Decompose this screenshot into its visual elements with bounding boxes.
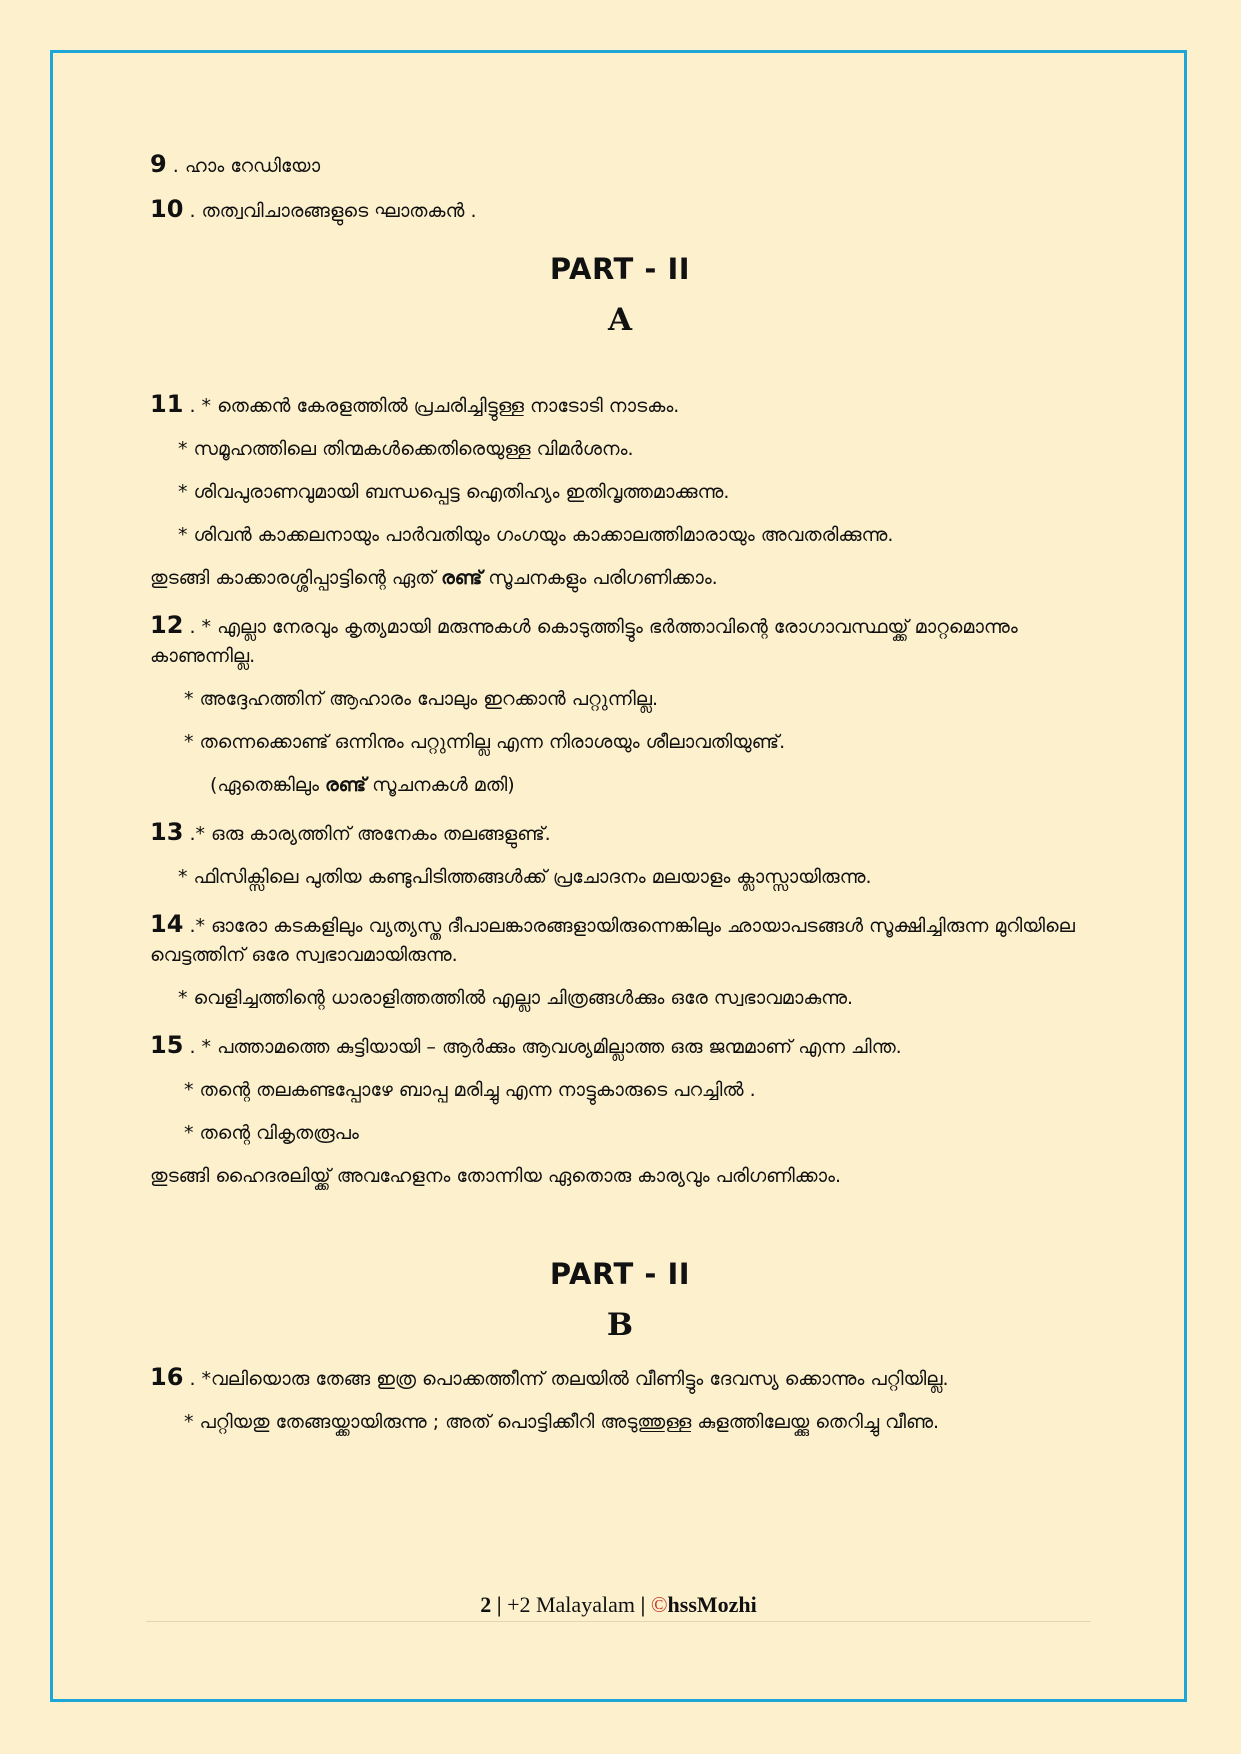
page-footer: [146, 1592, 1091, 1618]
question-number: 15: [150, 1031, 184, 1059]
answer-text: . തത്വവിചാരങ്ങളുടെ ഘാതകൻ .: [183, 200, 477, 222]
answer-point: * അദ്ദേഹത്തിന് ആഹാരം പോലും ഇറക്കാൻ പറ്റുന്നില്ല.: [184, 688, 659, 710]
question-10: [150, 195, 1090, 226]
footer-separator: |: [491, 1592, 508, 1617]
section-subheading-b: B: [606, 1307, 634, 1343]
answer-note: [150, 564, 1090, 593]
footer-brand: hssMozhi: [667, 1592, 757, 1617]
answer-text: . * എല്ലാ നേരവും കൃത്യമായി മരുന്നുകൾ കൊടുത്തിട്ടും ഭർത്താവിന്റെ രോഗാവസ്ഥയ്ക്ക് മാറ്റമൊന്നും കാണുന്നില്ല.: [150, 616, 1018, 667]
question-16: [150, 1363, 1090, 1394]
note-text: സൂചനകളും പരിഗണിക്കാം.: [482, 567, 718, 589]
answer-text: .* ഒരു കാര്യത്തിന് അനേകം തലങ്ങളുണ്ട്.: [183, 823, 551, 845]
note-text: (ഏതെങ്കിലും: [210, 774, 326, 796]
question-9: [150, 150, 1090, 181]
footer-divider: [146, 1621, 1091, 1622]
answer-point: * തന്റെ വികൃതരൂപം: [184, 1122, 359, 1144]
page-number: 2: [480, 1592, 492, 1617]
answer-note: തുടങ്ങി ഹൈദരലിയ്ക്ക് അവഹേളനം തോന്നിയ ഏതൊരു കാര്യവും പരിഗണിക്കാം.: [150, 1165, 841, 1187]
copyright-icon: ©: [650, 1592, 668, 1617]
question-number: 9: [150, 150, 167, 178]
note-text: തുടങ്ങി കാക്കാരശ്ശിപ്പാട്ടിന്റെ ഏത്: [150, 567, 442, 589]
answer-point: * പറ്റിയതു തേങ്ങയ്ക്കായിരുന്നു ; അത് പൊട്ടിക്കീറി അടുത്തുള്ള കുളത്തിലേയ്ക്കു തെറിച്ചു വീണു.: [184, 1411, 940, 1433]
footer-separator: |: [634, 1592, 651, 1617]
answer-point: * സമൂഹത്തിലെ തിന്മകൾക്കെതിരെയുള്ള വിമർശനം.: [178, 438, 634, 460]
note-text: സൂചനകൾ മതി): [366, 774, 515, 796]
section-heading-part-ii-a: PART - II: [549, 252, 691, 286]
answer-text: . *വലിയൊരു തേങ്ങ ഇത്ര പൊക്കത്തീന്ന് തലയിൽ വീണിട്ടും ദേവസ്യ ക്കൊന്നും പറ്റിയില്ല.: [183, 1368, 949, 1390]
section-subheading-a: A: [607, 302, 633, 338]
question-number: 16: [150, 1363, 184, 1391]
answer-point: * തന്റെ തലകണ്ടപ്പോഴേ ബാപ്പ മരിച്ചു എന്ന നാട്ടുകാരുടെ പറച്ചിൽ .: [184, 1079, 756, 1101]
question-11: [150, 390, 1090, 421]
question-13: [150, 818, 1090, 849]
footer-title: +2 Malayalam: [507, 1592, 635, 1617]
answer-point: * ഫിസിക്സിലെ പുതിയ കണ്ടുപിടിത്തങ്ങൾക്ക് പ്രചോദനം മലയാളം ക്ലാസ്സായിരുന്നു.: [178, 866, 872, 888]
question-number: 14: [150, 910, 184, 938]
question-number: 12: [150, 611, 184, 639]
answer-text: . ഹാം റേഡിയോ: [166, 155, 321, 177]
answer-text: . * പത്താമത്തെ കുട്ടിയായി – ആർക്കും ആവശ്യമില്ലാത്ത ഒരു ജന്മമാണ് എന്ന ചിന്ത.: [183, 1036, 902, 1058]
answer-note: [150, 771, 1090, 800]
document-body: [150, 150, 1090, 1437]
answer-point: * ശിവൻ കാക്കലനായും പാർവതിയും ഗംഗയും കാക്കാലത്തിമാരായും അവതരിക്കുന്നു.: [178, 524, 894, 546]
answer-point: * വെളിച്ചത്തിന്റെ ധാരാളിത്തത്തിൽ എല്ലാ ചിത്രങ്ങൾക്കും ഒരേ സ്വഭാവമാകുന്നു.: [178, 987, 854, 1009]
note-bold-text: രണ്ട്: [441, 567, 483, 589]
question-number: 13: [150, 818, 184, 846]
answer-text: . * തെക്കൻ കേരളത്തിൽ പ്രചരിച്ചിട്ടുള്ള നാടോടി നാടകം.: [183, 395, 680, 417]
note-bold-text: രണ്ട്: [325, 774, 367, 796]
answer-point: * തന്നെക്കൊണ്ട് ഒന്നിനും പറ്റുന്നില്ല എന്ന നിരാശയും ശീലാവതിയുണ്ട്.: [184, 731, 786, 753]
answer-point: * ശിവപുരാണവുമായി ബന്ധപ്പെട്ട ഐതിഹ്യം ഇതിവൃത്തമാക്കുന്നു.: [178, 481, 730, 503]
question-number: 11: [150, 390, 184, 418]
section-heading-part-ii-b: PART - II: [549, 1257, 691, 1291]
question-14: [150, 910, 1090, 970]
question-15: [150, 1031, 1090, 1062]
question-12: [150, 611, 1090, 671]
question-number: 10: [150, 195, 184, 223]
answer-text: .* ഓരോ കടകളിലും വ്യത്യസ്ത ദീപാലങ്കാരങ്ങളായിരുന്നെങ്കിലും ഛായാപടങ്ങൾ സൂക്ഷിച്ചിരുന്ന മുറിയിലെ വെട്ടത്തിന് ഒരേ സ്വഭാവമായിരുന്നു.: [150, 915, 1075, 966]
